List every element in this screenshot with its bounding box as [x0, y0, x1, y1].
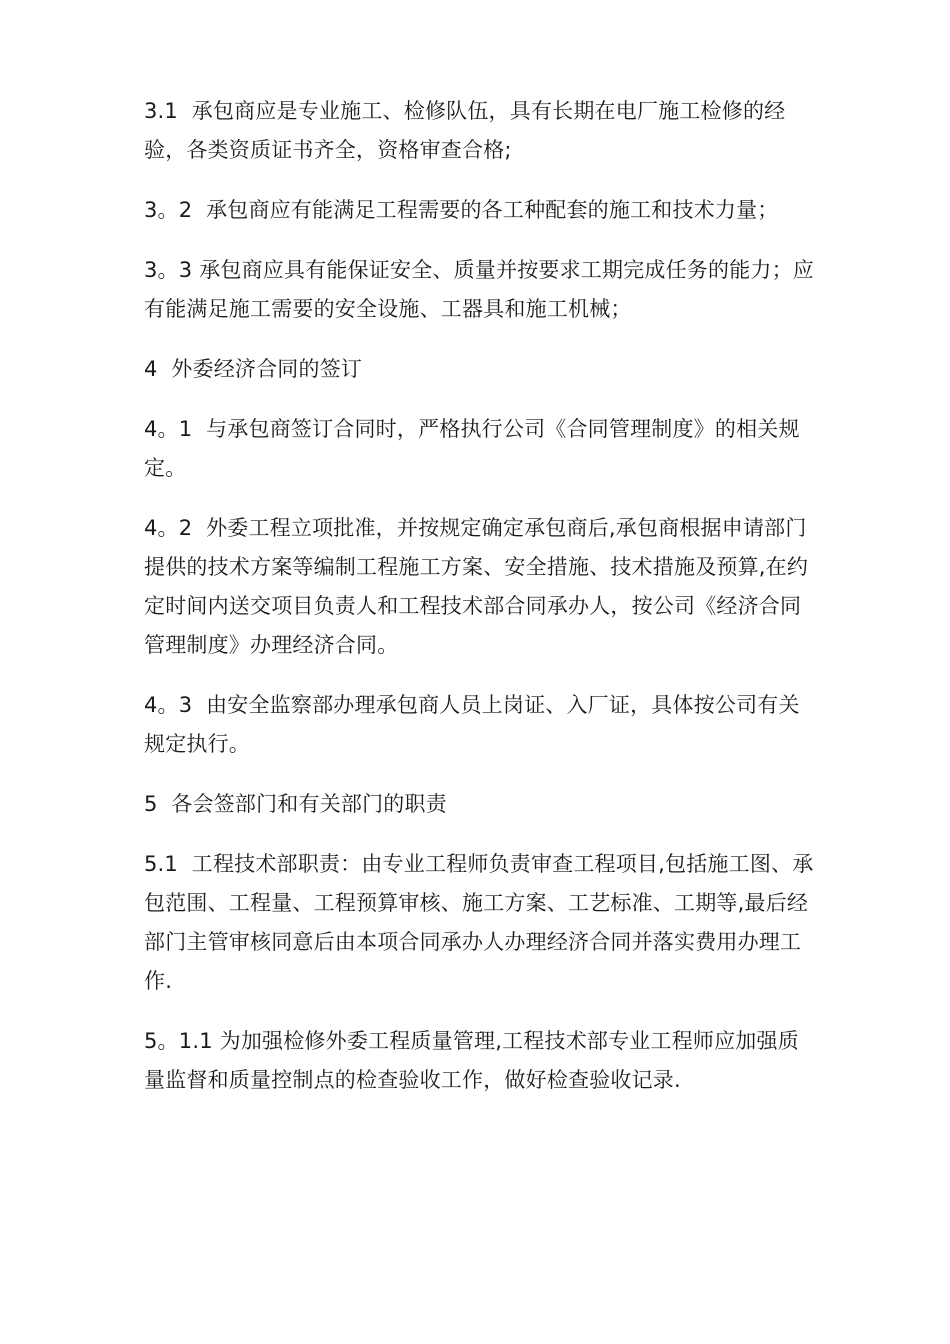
paragraph-5-1: 5.1 工程技术部职责：由专业工程师负责审查工程项目,包括施工图、承包范围、工程量、工程预算审核、施工方案、工艺标准、工期等,最后经部门主管审核同意后由本项合同承办人办理经济合同并落实费用办理工作. — [144, 852, 814, 993]
paragraph-3-1: 3.1 承包商应是专业施工、检修队伍，具有长期在电厂施工检修的经验，各类资质证书齐全，资格审查合格; — [144, 99, 786, 162]
paragraph-3-2: 3。2 承包商应有能满足工程需要的各工种配套的施工和技术力量； — [144, 198, 779, 222]
section-heading-4: 4 外委经济合同的签订 — [144, 357, 363, 381]
paragraph-4-3: 4。3 由安全监察部办理承包商人员上岗证、入厂证，具体按公司有关规定执行。 — [144, 693, 800, 756]
document-body — [144, 92, 816, 1121]
paragraph-5-1-1: 5。1.1 为加强检修外委工程质量管理,工程技术部专业工程师应加强质量监督和质量控制点的检查验收工作，做好检查验收记录. — [144, 1029, 799, 1092]
paragraph-4-1: 4。1 与承包商签订合同时，严格执行公司《合同管理制度》的相关规定。 — [144, 417, 800, 480]
paragraph-3-3: 3。3 承包商应具有能保证安全、质量并按要求工期完成任务的能力；应有能满足施工需要的安全设施、工器具和施工机械； — [144, 258, 814, 321]
section-heading-5: 5 各会签部门和有关部门的职责 — [144, 792, 447, 816]
paragraph-4-2: 4。2 外委工程立项批准，并按规定确定承包商后,承包商根据申请部门提供的技术方案等编制工程施工方案、安全措施、技术措施及预算,在约定时间内送交项目负责人和工程技术部合同承办人，按公司《经济合同管理制度》办理经济合同。 — [144, 516, 809, 657]
